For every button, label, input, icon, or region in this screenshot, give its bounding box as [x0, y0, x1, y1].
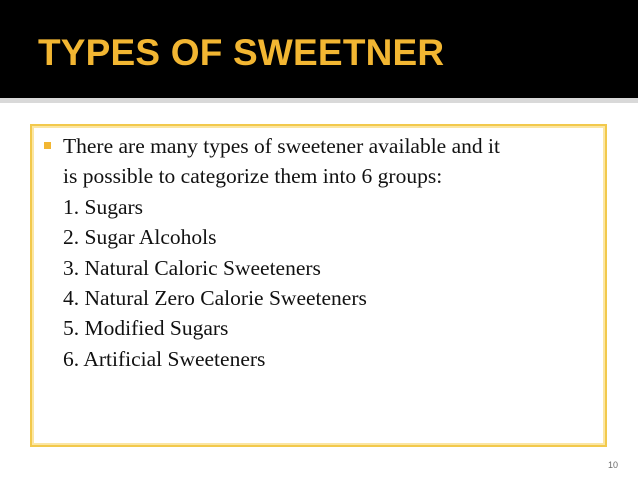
group-item-natural-caloric: 3. Natural Caloric Sweeteners: [63, 255, 321, 280]
title-bar: [0, 0, 638, 98]
slide-title: TYPES OF SWEETNER: [38, 32, 445, 73]
group-item-natural-zero-calorie: 4. Natural Zero Calorie Sweeteners: [63, 286, 367, 311]
bullet-text: [63, 131, 593, 374]
title-divider: [0, 98, 638, 103]
intro-line-2: is possible to categorize them into 6 groups:: [63, 164, 443, 189]
group-item-artificial: 6. Artificial Sweeteners: [63, 346, 266, 371]
page-number: 10: [607, 460, 618, 470]
group-item-sugars: 1. Sugars: [63, 194, 144, 219]
intro-line-1: There are many types of sweetener available and it: [63, 134, 500, 158]
group-item-modified-sugars: 5. Modified Sugars: [63, 316, 229, 341]
group-item-sugar-alcohols: 2. Sugar Alcohols: [63, 225, 217, 250]
content-box: [30, 124, 607, 447]
square-bullet-icon: [44, 142, 51, 149]
